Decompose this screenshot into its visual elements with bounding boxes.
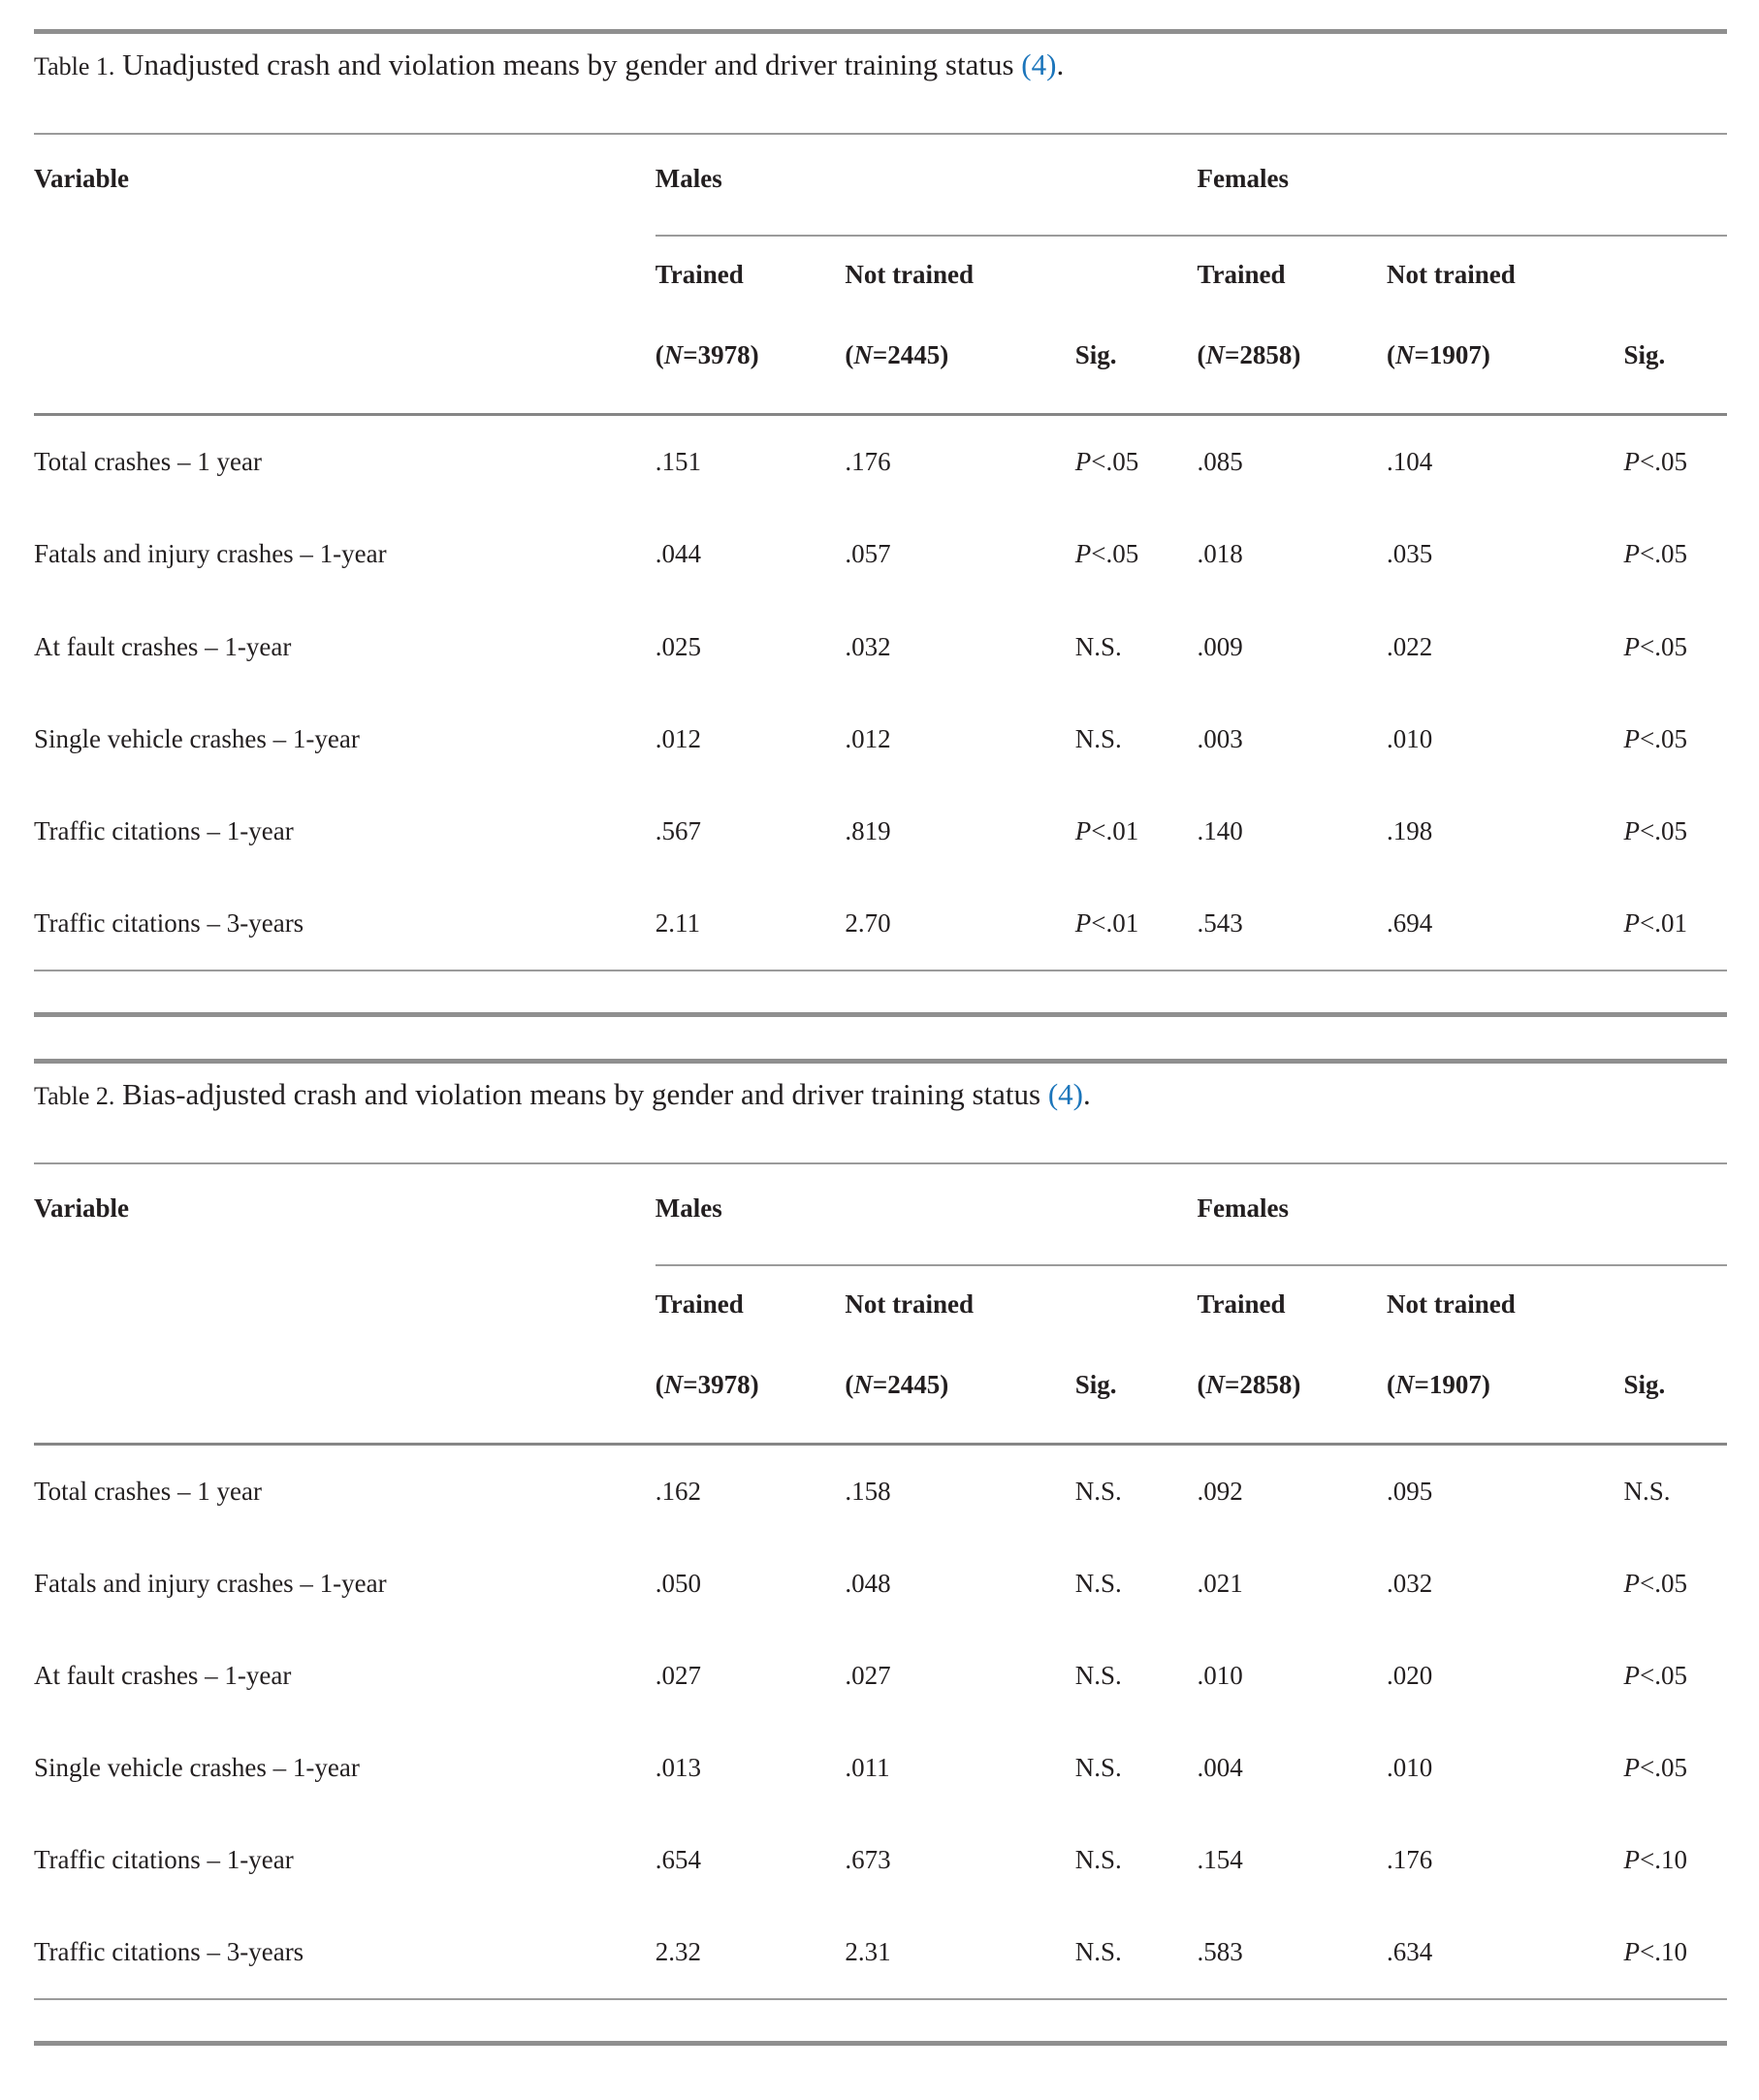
males-sig-value xyxy=(1075,508,1198,600)
row-label: Fatals and injury crashes – 1-year xyxy=(34,1569,387,1599)
divider-bar xyxy=(34,1059,1727,1064)
males-not-trained-value: 2.70 xyxy=(845,907,891,938)
sig-text: <.01 xyxy=(1091,907,1139,938)
p-italic: P xyxy=(1623,1753,1640,1783)
males-trained-value: .162 xyxy=(655,1477,702,1507)
males-sig-value xyxy=(1075,693,1198,785)
caption-period: . xyxy=(1056,48,1065,81)
females-not-trained-value: .035 xyxy=(1387,539,1433,569)
p-italic: P xyxy=(1623,723,1640,753)
males-sig-value xyxy=(1075,1445,1198,1539)
col-header-not-trained: Not trained xyxy=(1387,1289,1516,1320)
col-header-n-females-trained xyxy=(1197,1345,1387,1445)
citation-link[interactable]: (4) xyxy=(1021,48,1057,81)
males-not-trained-value: .057 xyxy=(845,539,891,569)
p-italic: P xyxy=(1074,907,1092,938)
col-header-n-males-trained xyxy=(656,1345,846,1445)
col-header-spacer xyxy=(1623,236,1727,315)
col-header-trained: Trained xyxy=(655,1289,744,1320)
sig-text: N.S. xyxy=(1074,1569,1122,1599)
females-sig-value xyxy=(1623,601,1727,693)
group-header-males: Males xyxy=(656,134,1198,236)
table2-block xyxy=(34,1059,1727,2047)
sig-text: N.S. xyxy=(1074,1845,1122,1875)
col-header-trained: Trained xyxy=(1197,260,1286,290)
sig-text: N.S. xyxy=(1623,1477,1671,1507)
row-label: At fault crashes – 1-year xyxy=(34,1661,292,1691)
sig-text: N.S. xyxy=(1074,1753,1122,1783)
females-sig-value xyxy=(1623,785,1727,877)
males-not-trained-value: .176 xyxy=(845,447,891,477)
col-header-not-trained: Not trained xyxy=(845,260,975,290)
sig-text: N.S. xyxy=(1074,723,1122,753)
n-italic: N xyxy=(1395,340,1415,370)
table1-caption xyxy=(34,46,1727,84)
males-trained-value: .012 xyxy=(655,723,702,753)
females-sig-value xyxy=(1623,693,1727,785)
females-not-trained-value: .694 xyxy=(1387,907,1433,938)
males-trained-value: 2.11 xyxy=(655,907,701,938)
col-header-not-trained: Not trained xyxy=(1387,260,1516,290)
row-label: At fault crashes – 1-year xyxy=(34,631,292,661)
p-italic: P xyxy=(1074,815,1092,845)
n-value: =2858) xyxy=(1224,340,1301,370)
sig-text: <.05 xyxy=(1639,815,1687,845)
males-trained-value: .567 xyxy=(655,815,702,845)
unadjusted-means-table xyxy=(34,133,1727,970)
females-not-trained-value: .020 xyxy=(1387,1661,1433,1691)
p-italic: P xyxy=(1074,447,1092,477)
males-sig-value xyxy=(1075,601,1198,693)
sig-text: <.05 xyxy=(1091,447,1139,477)
group-header-females: Females xyxy=(1197,1163,1727,1265)
col-header-n-males-trained xyxy=(656,315,846,415)
p-italic: P xyxy=(1623,907,1640,938)
females-trained-value: .085 xyxy=(1197,447,1243,477)
caption-text: Unadjusted crash and violation means by gender and driver training status xyxy=(122,48,1014,81)
females-trained-value: .004 xyxy=(1197,1753,1243,1783)
n-italic: N xyxy=(853,340,873,370)
bias-adjusted-means-table xyxy=(34,1162,1727,2000)
p-italic: P xyxy=(1623,1845,1640,1875)
col-header-n-males-not-trained xyxy=(845,1345,1074,1445)
col-header-spacer xyxy=(1623,1265,1727,1345)
sig-text: N.S. xyxy=(1074,1937,1122,1967)
sig-text: <.05 xyxy=(1639,1569,1687,1599)
group-header-row xyxy=(34,1163,1727,1265)
group-header-females: Females xyxy=(1197,134,1727,236)
sig-text: <.05 xyxy=(1639,447,1687,477)
table-number-label: Table 1. xyxy=(34,52,115,80)
females-trained-value: .154 xyxy=(1197,1845,1243,1875)
n-value: =3978) xyxy=(683,1370,759,1400)
paren: ( xyxy=(655,340,664,370)
females-trained-value: .021 xyxy=(1197,1569,1243,1599)
males-trained-value: .050 xyxy=(655,1569,702,1599)
row-label: Traffic citations – 1-year xyxy=(34,1845,294,1875)
divider-bar xyxy=(34,1012,1727,1017)
col-header-n-females-not-trained xyxy=(1387,1345,1623,1445)
col-header-sig: Sig. xyxy=(1075,315,1198,415)
males-not-trained-value: .158 xyxy=(845,1477,891,1507)
females-sig-value xyxy=(1623,1630,1727,1722)
sig-text: <.05 xyxy=(1639,631,1687,661)
males-not-trained-value: .673 xyxy=(845,1845,891,1875)
table-row xyxy=(34,877,1727,970)
table1-block xyxy=(34,29,1727,1017)
paren: ( xyxy=(655,1370,664,1400)
row-label: Total crashes – 1 year xyxy=(34,1477,263,1507)
table-row xyxy=(34,1445,1727,1539)
table-row xyxy=(34,1630,1727,1722)
row-label: Single vehicle crashes – 1-year xyxy=(34,723,360,753)
n-value: =2445) xyxy=(872,340,949,370)
males-not-trained-value: .012 xyxy=(845,723,891,753)
p-italic: P xyxy=(1623,815,1640,845)
males-not-trained-value: .048 xyxy=(845,1569,891,1599)
males-not-trained-value: .011 xyxy=(845,1753,890,1783)
males-trained-value: .044 xyxy=(655,539,702,569)
sig-text: <.05 xyxy=(1639,539,1687,569)
females-trained-value: .543 xyxy=(1197,907,1243,938)
table-row xyxy=(34,1906,1727,1999)
divider-bar xyxy=(34,2041,1727,2046)
table-row xyxy=(34,508,1727,600)
n-italic: N xyxy=(1205,1370,1225,1400)
females-trained-value: .003 xyxy=(1197,723,1243,753)
col-header-spacer xyxy=(1075,236,1198,315)
females-not-trained-value: .198 xyxy=(1387,815,1433,845)
citation-link[interactable]: (4) xyxy=(1047,1076,1083,1111)
col-header-n-males-not-trained xyxy=(845,315,1074,415)
n-value: =2445) xyxy=(872,1370,949,1400)
males-trained-value: .027 xyxy=(655,1661,702,1691)
col-header-not-trained: Not trained xyxy=(845,1289,975,1320)
col-header-variable: Variable xyxy=(34,1163,656,1445)
paren: ( xyxy=(1387,1370,1396,1400)
n-italic: N xyxy=(853,1370,873,1400)
females-not-trained-value: .032 xyxy=(1387,1569,1433,1599)
table-row xyxy=(34,415,1727,509)
females-not-trained-value: .095 xyxy=(1387,1477,1433,1507)
col-header-n-females-not-trained xyxy=(1387,315,1623,415)
sig-text: <.05 xyxy=(1639,1661,1687,1691)
p-italic: P xyxy=(1623,1569,1640,1599)
sig-text: N.S. xyxy=(1074,631,1122,661)
n-italic: N xyxy=(1205,340,1225,370)
females-not-trained-value: .010 xyxy=(1387,723,1433,753)
row-label: Single vehicle crashes – 1-year xyxy=(34,1753,360,1783)
table-number-label: Table 2. xyxy=(34,1081,115,1110)
row-label: Traffic citations – 3-years xyxy=(34,1937,304,1967)
n-italic: N xyxy=(663,1370,684,1400)
table-row xyxy=(34,1538,1727,1630)
males-not-trained-value: .027 xyxy=(845,1661,891,1691)
males-trained-value: .151 xyxy=(655,447,702,477)
table-row xyxy=(34,693,1727,785)
divider-bar xyxy=(34,29,1727,34)
females-sig-value xyxy=(1623,415,1727,509)
table-row xyxy=(34,785,1727,877)
males-sig-value xyxy=(1075,1906,1198,1999)
females-sig-value xyxy=(1623,877,1727,970)
group-header-row xyxy=(34,134,1727,236)
col-header-trained: Trained xyxy=(1197,1289,1286,1320)
sig-text: <.01 xyxy=(1091,815,1139,845)
p-italic: P xyxy=(1623,539,1640,569)
n-value: =1907) xyxy=(1414,340,1490,370)
n-value: =2858) xyxy=(1224,1370,1301,1400)
females-sig-value xyxy=(1623,1722,1727,1814)
males-sig-value xyxy=(1075,1630,1198,1722)
caption-text: Bias-adjusted crash and violation means by gender and driver training status xyxy=(122,1076,1041,1111)
col-header-sig: Sig. xyxy=(1623,315,1727,415)
males-sig-value xyxy=(1075,415,1198,509)
sig-text: <.10 xyxy=(1639,1937,1687,1967)
females-not-trained-value: .634 xyxy=(1387,1937,1433,1967)
row-label: Fatals and injury crashes – 1-year xyxy=(34,539,387,569)
p-italic: P xyxy=(1074,539,1092,569)
sig-text: N.S. xyxy=(1074,1661,1122,1691)
p-italic: P xyxy=(1623,447,1640,477)
n-value: =1907) xyxy=(1414,1370,1490,1400)
females-sig-value xyxy=(1623,1538,1727,1630)
males-sig-value xyxy=(1075,1814,1198,1906)
paren: ( xyxy=(845,340,854,370)
females-trained-value: .140 xyxy=(1197,815,1243,845)
sig-text: <.05 xyxy=(1639,1753,1687,1783)
females-trained-value: .018 xyxy=(1197,539,1243,569)
males-not-trained-value: 2.31 xyxy=(845,1937,891,1967)
males-not-trained-value: .819 xyxy=(845,815,891,845)
females-sig-value xyxy=(1623,1814,1727,1906)
sig-text: <.10 xyxy=(1639,1845,1687,1875)
row-label: Total crashes – 1 year xyxy=(34,447,263,477)
females-not-trained-value: .176 xyxy=(1387,1845,1433,1875)
row-label: Traffic citations – 3-years xyxy=(34,907,304,938)
males-sig-value xyxy=(1075,1722,1198,1814)
paren: ( xyxy=(845,1370,854,1400)
females-trained-value: .583 xyxy=(1197,1937,1243,1967)
n-italic: N xyxy=(663,340,684,370)
p-italic: P xyxy=(1623,1661,1640,1691)
females-sig-value xyxy=(1623,508,1727,600)
males-trained-value: 2.32 xyxy=(655,1937,702,1967)
paren: ( xyxy=(1197,340,1206,370)
sig-text: <.01 xyxy=(1639,907,1687,938)
females-not-trained-value: .022 xyxy=(1387,631,1433,661)
females-not-trained-value: .104 xyxy=(1387,447,1433,477)
table-row xyxy=(34,1722,1727,1814)
row-label: Traffic citations – 1-year xyxy=(34,815,294,845)
females-sig-value xyxy=(1623,1906,1727,1999)
females-trained-value: .092 xyxy=(1197,1477,1243,1507)
group-header-males: Males xyxy=(656,1163,1198,1265)
paren: ( xyxy=(1197,1370,1206,1400)
n-value: =3978) xyxy=(683,340,759,370)
paren: ( xyxy=(1387,340,1396,370)
p-italic: P xyxy=(1623,1937,1640,1967)
males-trained-value: .654 xyxy=(655,1845,702,1875)
males-sig-value xyxy=(1075,877,1198,970)
caption-period: . xyxy=(1083,1076,1091,1111)
table2-caption xyxy=(34,1075,1727,1114)
col-header-n-females-trained xyxy=(1197,315,1387,415)
table-row xyxy=(34,1814,1727,1906)
males-sig-value xyxy=(1075,785,1198,877)
n-italic: N xyxy=(1395,1370,1415,1400)
table-row xyxy=(34,601,1727,693)
females-trained-value: .009 xyxy=(1197,631,1243,661)
col-header-trained: Trained xyxy=(655,260,744,290)
p-italic: P xyxy=(1623,631,1640,661)
males-sig-value xyxy=(1075,1538,1198,1630)
females-not-trained-value: .010 xyxy=(1387,1753,1433,1783)
col-header-variable: Variable xyxy=(34,134,656,415)
sig-text: <.05 xyxy=(1091,539,1139,569)
col-header-spacer xyxy=(1075,1265,1198,1345)
col-header-sig: Sig. xyxy=(1075,1345,1198,1445)
sig-text: N.S. xyxy=(1074,1477,1122,1507)
males-not-trained-value: .032 xyxy=(845,631,891,661)
males-trained-value: .013 xyxy=(655,1753,702,1783)
sig-text: <.05 xyxy=(1639,723,1687,753)
col-header-sig: Sig. xyxy=(1623,1345,1727,1445)
females-sig-value xyxy=(1623,1445,1727,1539)
females-trained-value: .010 xyxy=(1197,1661,1243,1691)
males-trained-value: .025 xyxy=(655,631,702,661)
